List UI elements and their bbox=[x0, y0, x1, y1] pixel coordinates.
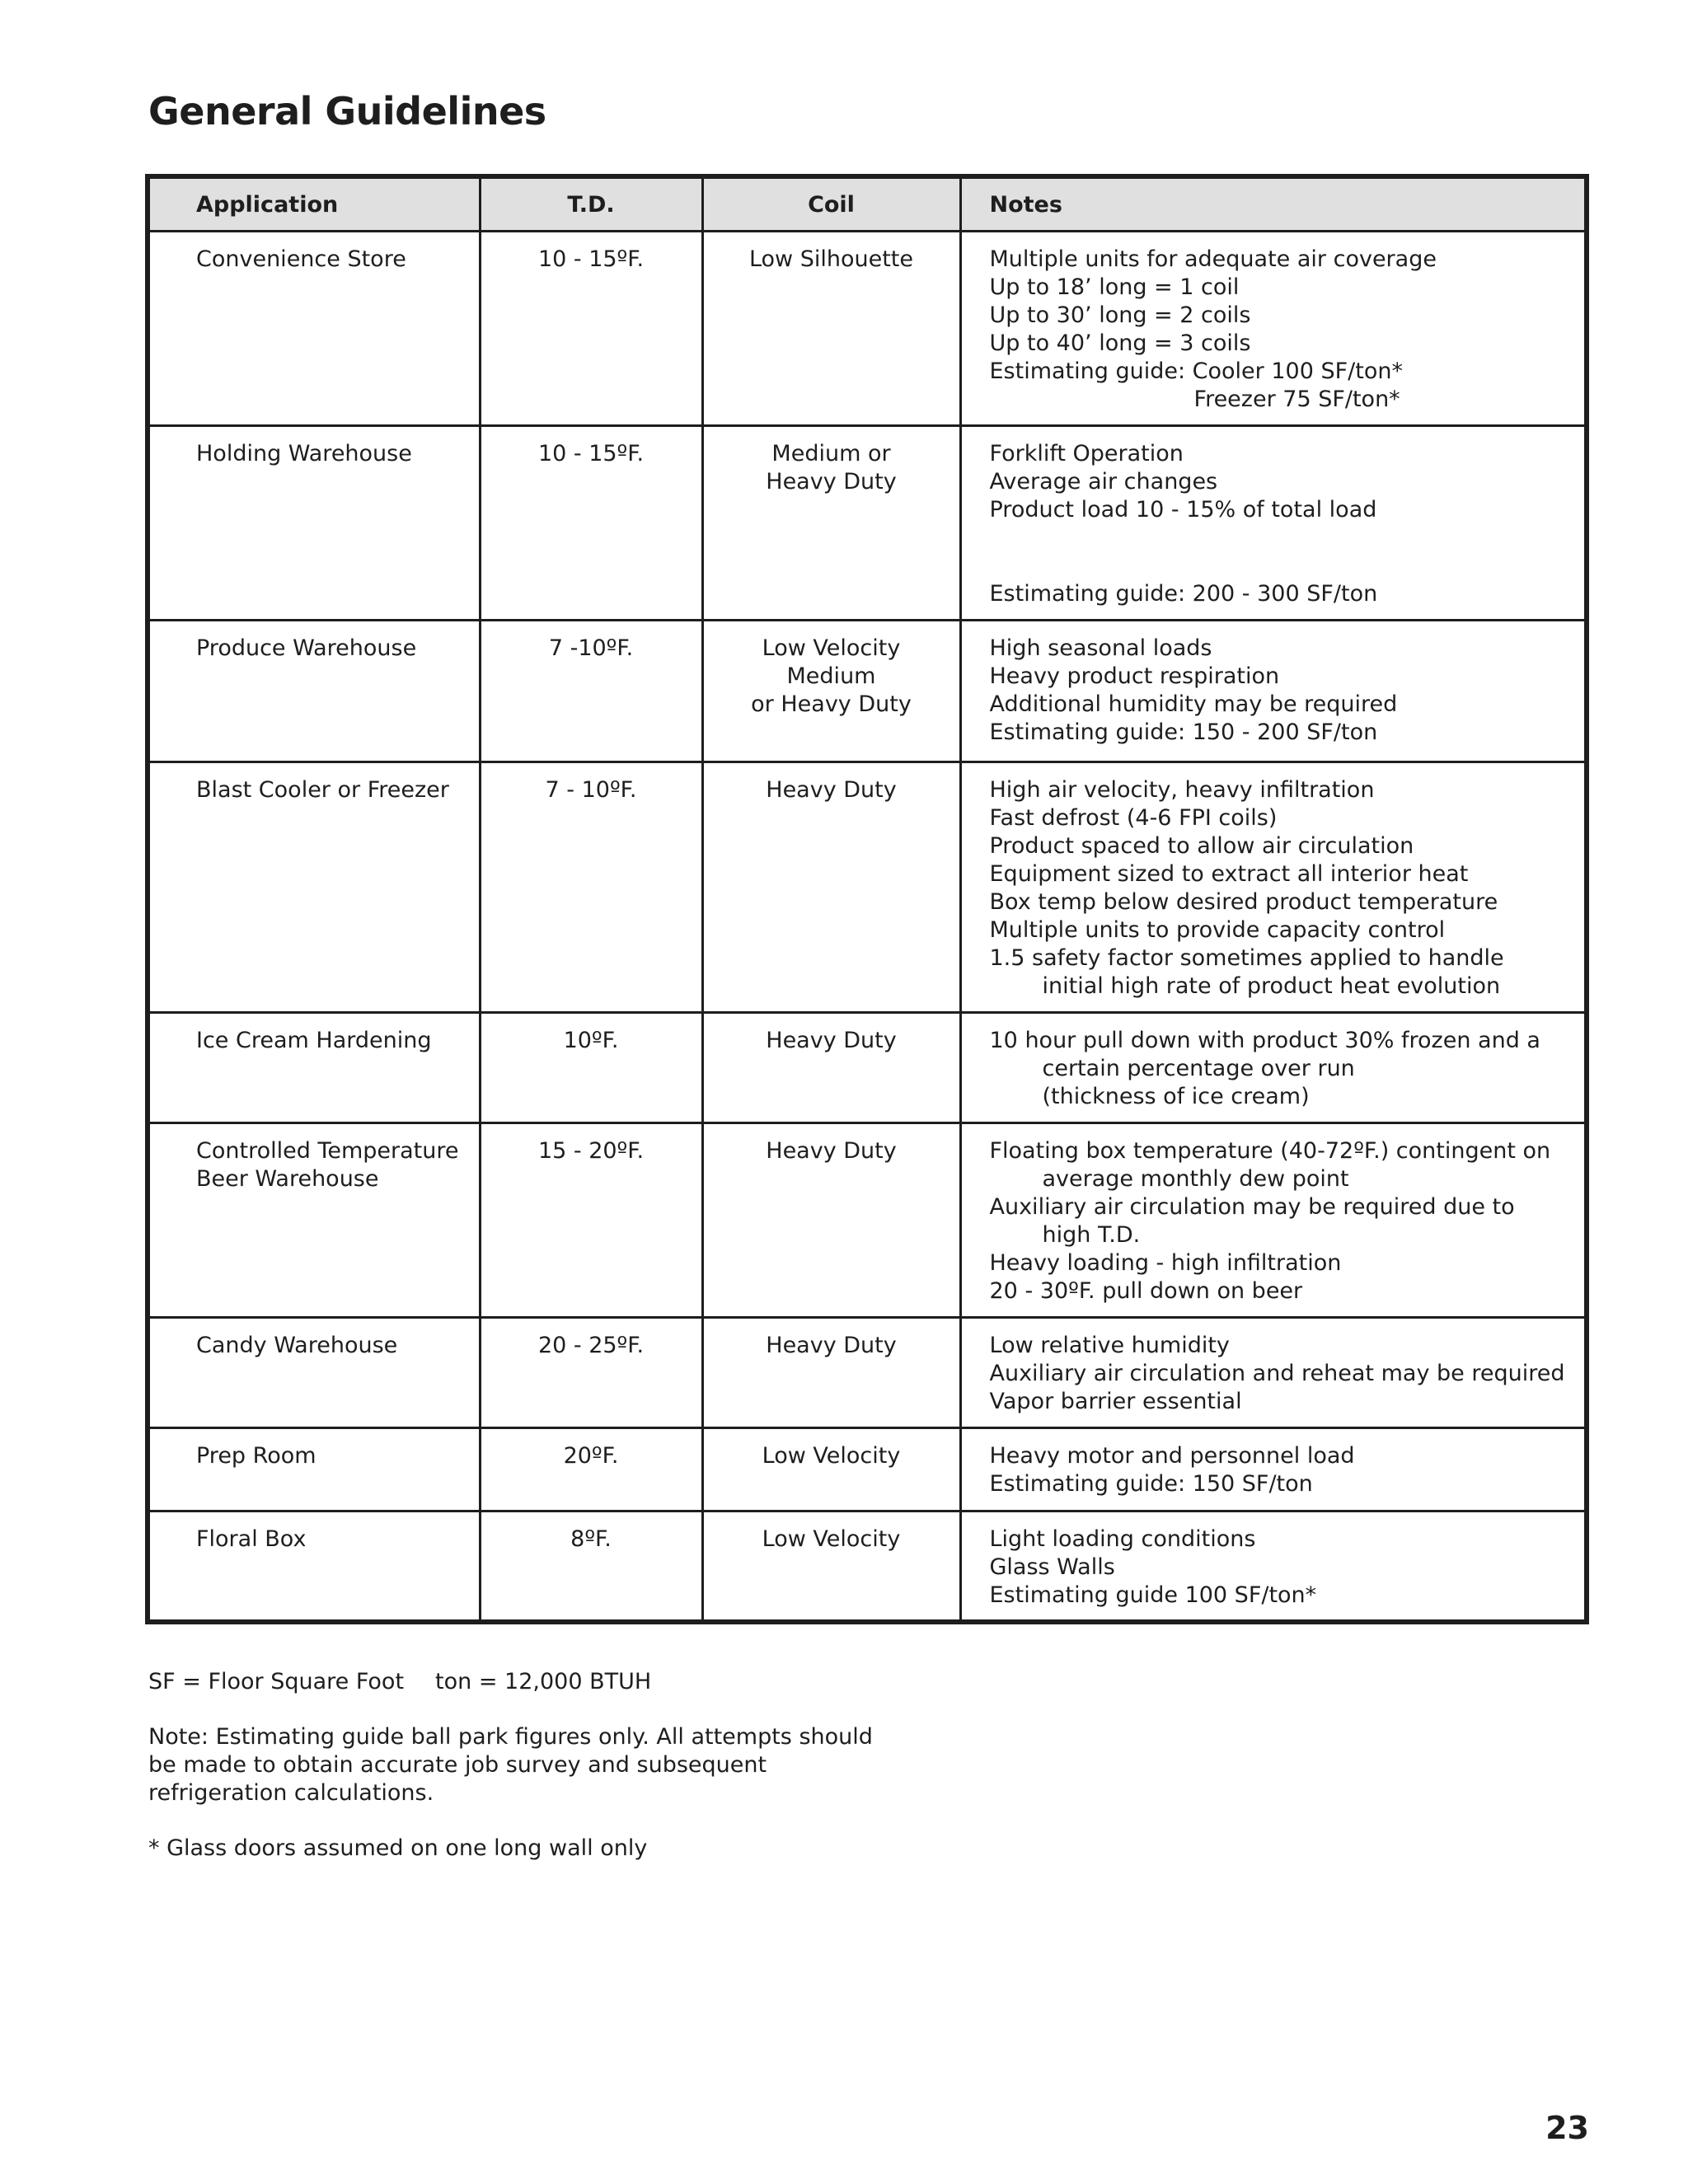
page-number: 23 bbox=[1545, 2110, 1589, 2146]
page-title: General Guidelines bbox=[148, 89, 546, 134]
td-cell: 15 - 20ºF. bbox=[480, 1123, 702, 1318]
note-line: 1.5 safety factor sometimes applied to handle bbox=[989, 945, 1504, 971]
glass-doors-footnote: * Glass doors assumed on one long wall only bbox=[148, 1835, 648, 1861]
application-line: Convenience Store bbox=[196, 246, 406, 272]
table-row bbox=[148, 1511, 1587, 1623]
note-line: initial high rate of product heat evolution bbox=[1042, 973, 1501, 999]
note-line: Multiple units for adequate air coverage bbox=[989, 246, 1437, 272]
note-line: Additional humidity may be required bbox=[989, 691, 1398, 717]
estimating-note: Note: Estimating guide ball park figures only. All attempts should be made to obtain accurate job survey and subsequent refrigeration calculations. bbox=[148, 1724, 873, 1806]
table-row bbox=[148, 621, 1587, 762]
application-line: Holding Warehouse bbox=[196, 441, 412, 466]
note-line: 20 - 30ºF. pull down on beer bbox=[989, 1278, 1303, 1304]
note-line: Up to 18’ long = 1 coil bbox=[989, 274, 1240, 300]
application-line: Ice Cream Hardening bbox=[196, 1028, 432, 1053]
coil-line: Heavy Duty bbox=[766, 1333, 897, 1358]
note-line: Glass Walls bbox=[989, 1554, 1115, 1580]
coil-cell bbox=[702, 621, 960, 762]
note-line: (thickness of ice cream) bbox=[1042, 1084, 1310, 1109]
notes-cell bbox=[960, 621, 1587, 762]
note-line: Auxiliary air circulation and reheat may be required bbox=[989, 1361, 1565, 1386]
application-line: Blast Cooler or Freezer bbox=[196, 777, 449, 803]
note-line: Average air changes bbox=[989, 469, 1218, 494]
application-cell bbox=[148, 1123, 480, 1318]
coil-line: Low Velocity bbox=[762, 635, 901, 661]
note-line: Estimating guide: 150 SF/ton bbox=[989, 1471, 1313, 1497]
note-line: Low relative humidity bbox=[989, 1333, 1230, 1358]
coil-line: Low Silhouette bbox=[748, 246, 914, 272]
note-line: Auxiliary air circulation may be required due to bbox=[989, 1194, 1515, 1220]
note-line: Estimating guide 100 SF/ton* bbox=[989, 1582, 1317, 1608]
definitions-footnote bbox=[148, 1668, 651, 1696]
note-line: Multiple units to provide capacity control bbox=[989, 917, 1446, 943]
note-line: Estimating guide: 150 - 200 SF/ton bbox=[989, 719, 1378, 745]
application-cell bbox=[148, 762, 480, 1013]
table-row bbox=[148, 232, 1587, 426]
notes-cell bbox=[960, 232, 1587, 426]
notes-cell bbox=[960, 1123, 1587, 1318]
application-line: Candy Warehouse bbox=[196, 1333, 398, 1358]
coil-line: or Heavy Duty bbox=[751, 691, 912, 717]
td-cell: 10 - 15ºF. bbox=[480, 232, 702, 426]
td-cell: 20ºF. bbox=[480, 1428, 702, 1511]
td-cell: 10ºF. bbox=[480, 1013, 702, 1123]
coil-cell bbox=[702, 1013, 960, 1123]
note-line: High seasonal loads bbox=[989, 635, 1212, 661]
table-row bbox=[148, 1123, 1587, 1318]
note-line: Heavy product respiration bbox=[989, 663, 1280, 689]
header-notes: Notes bbox=[960, 176, 1587, 232]
note-line: average monthly dew point bbox=[1042, 1166, 1349, 1192]
note-line: Floating box temperature (40-72ºF.) contingent on bbox=[989, 1138, 1551, 1164]
application-cell bbox=[148, 1318, 480, 1428]
coil-cell bbox=[702, 1123, 960, 1318]
coil-line: Low Velocity bbox=[762, 1443, 901, 1469]
coil-line: Low Velocity bbox=[762, 1526, 901, 1552]
coil-line: Heavy Duty bbox=[766, 1138, 897, 1164]
note-spacer bbox=[990, 524, 1577, 580]
application-cell bbox=[148, 232, 480, 426]
note-line: Vapor barrier essential bbox=[989, 1389, 1242, 1414]
note-line: Box temp below desired product temperature bbox=[989, 889, 1498, 915]
td-cell: 8ºF. bbox=[480, 1511, 702, 1623]
application-cell bbox=[148, 1428, 480, 1511]
note-line: Product spaced to allow air circulation bbox=[989, 833, 1414, 859]
note-line: certain percentage over run bbox=[1042, 1056, 1355, 1081]
notes-cell bbox=[960, 426, 1587, 621]
coil-line: Medium bbox=[786, 663, 876, 689]
notes-cell bbox=[960, 762, 1587, 1013]
table-row bbox=[148, 1013, 1587, 1123]
ton-definition: ton = 12,000 BTUH bbox=[435, 1669, 652, 1694]
application-line: Produce Warehouse bbox=[196, 635, 417, 661]
coil-cell bbox=[702, 1511, 960, 1623]
coil-line: Heavy Duty bbox=[766, 777, 897, 803]
td-cell: 7 -10ºF. bbox=[480, 621, 702, 762]
note-line: Up to 30’ long = 2 coils bbox=[989, 302, 1251, 328]
note-line: High air velocity, heavy infiltration bbox=[989, 777, 1375, 803]
application-line: Floral Box bbox=[196, 1526, 307, 1552]
application-cell bbox=[148, 1511, 480, 1623]
application-cell bbox=[148, 1013, 480, 1123]
notes-cell bbox=[960, 1318, 1587, 1428]
note-line: Heavy motor and personnel load bbox=[989, 1443, 1355, 1469]
note-line: Freezer 75 SF/ton* bbox=[1193, 387, 1400, 412]
coil-cell bbox=[702, 1428, 960, 1511]
coil-line: Heavy Duty bbox=[766, 469, 897, 494]
note-line: Forklift Operation bbox=[989, 441, 1184, 466]
application-line: Prep Room bbox=[196, 1443, 316, 1469]
application-line: Beer Warehouse bbox=[196, 1166, 379, 1192]
coil-line: Medium or bbox=[771, 441, 891, 466]
table-row bbox=[148, 1428, 1587, 1511]
notes-cell bbox=[960, 1013, 1587, 1123]
note-line: 10 hour pull down with product 30% frozen and a bbox=[989, 1028, 1540, 1053]
table-row bbox=[148, 1318, 1587, 1428]
note-line: Product load 10 - 15% of total load bbox=[989, 497, 1377, 523]
application-line: Controlled Temperature bbox=[196, 1138, 459, 1164]
sf-definition: SF = Floor Square Foot bbox=[148, 1669, 405, 1694]
coil-cell bbox=[702, 1318, 960, 1428]
note-line: Equipment sized to extract all interior heat bbox=[989, 861, 1469, 887]
td-cell: 20 - 25ºF. bbox=[480, 1318, 702, 1428]
note-line: Light loading conditions bbox=[989, 1526, 1256, 1552]
header-td: T.D. bbox=[480, 176, 702, 232]
note-line: Estimating guide: Cooler 100 SF/ton* bbox=[989, 359, 1403, 384]
coil-cell bbox=[702, 762, 960, 1013]
coil-cell bbox=[702, 232, 960, 426]
coil-cell bbox=[702, 426, 960, 621]
note-line: Fast defrost (4-6 FPI coils) bbox=[989, 805, 1278, 831]
td-cell: 10 - 15ºF. bbox=[480, 426, 702, 621]
guidelines-table bbox=[145, 174, 1589, 1624]
header-coil: Coil bbox=[702, 176, 960, 232]
note-line: Estimating guide: 200 - 300 SF/ton bbox=[989, 581, 1378, 607]
notes-cell bbox=[960, 1511, 1587, 1623]
application-cell bbox=[148, 426, 480, 621]
note-line: Heavy loading - high infiltration bbox=[989, 1250, 1342, 1276]
notes-cell bbox=[960, 1428, 1587, 1511]
coil-line: Heavy Duty bbox=[766, 1028, 897, 1053]
header-application: Application bbox=[148, 176, 480, 232]
note-line: high T.D. bbox=[1042, 1222, 1141, 1248]
table-header-row bbox=[148, 176, 1587, 232]
td-cell: 7 - 10ºF. bbox=[480, 762, 702, 1013]
table-row bbox=[148, 762, 1587, 1013]
application-cell bbox=[148, 621, 480, 762]
table-row bbox=[148, 426, 1587, 621]
note-line: Up to 40’ long = 3 coils bbox=[989, 330, 1251, 356]
